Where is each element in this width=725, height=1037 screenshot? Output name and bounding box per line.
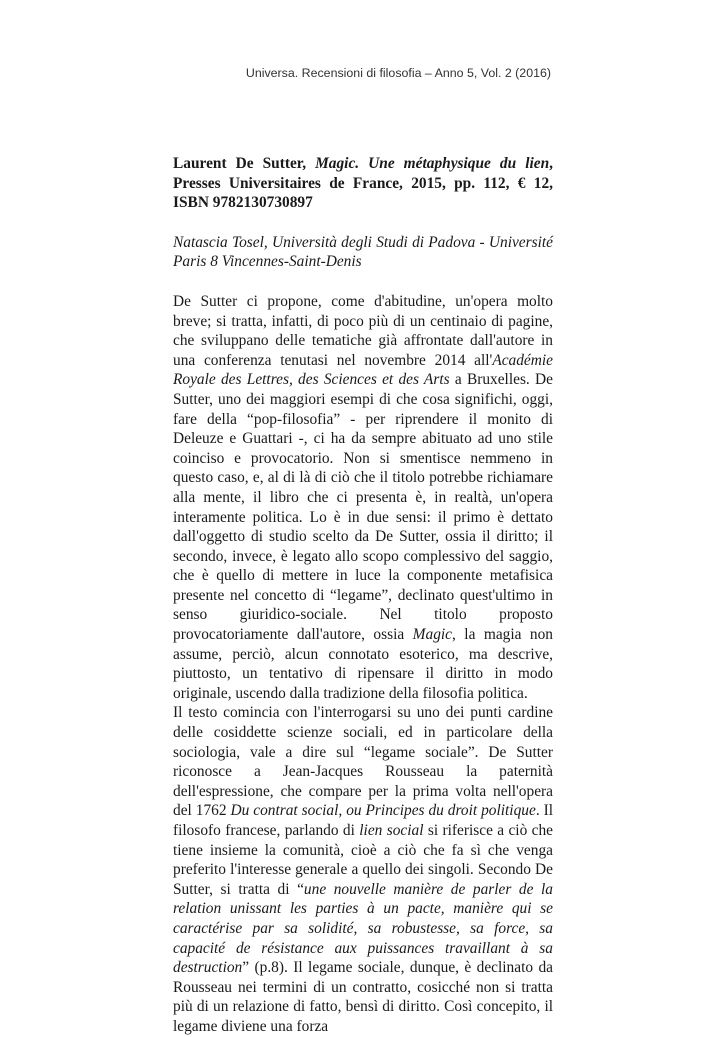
p2-italic-quote: une nouvelle manière de parler de la relation unissant les parties à un pacte, manière qui se caractérise par sa solidité, sa robustesse, sa force, sa capacité de résistance aux puissances travaillant à sa destruction (173, 880, 553, 977)
running-header: Universa. Recensioni di filosofia – Anno 5, Vol. 2 (2016) (245, 66, 551, 80)
p2-italic-lien-social: lien social (359, 822, 424, 839)
review-title (173, 154, 553, 213)
p2-text-a: Il testo comincia con l'interrogarsi su uno dei punti cardine delle cosiddette scienze sociali, ed in particolare della sociologia, vale a dire sul “legame sociale”. De Sutter riconosce a Jean-Jacques Rousseau la paternità dell'espressione, che compare per la prima volta nell'opera del 1762 (173, 704, 553, 820)
review-content (173, 154, 553, 1037)
p2-text-g: ” (p.8). Il legame sociale, dunque, è declinato da Rousseau nei termini di un contratto, cosicché non si tratta più di un relazione di fatto, bensì di diritto. Così concepito, il legame diviene una forza (173, 959, 553, 1035)
reviewer-affiliation: Natascia Tosel, Università degli Studi di Padova - Université Paris 8 Vincennes-Saint-Denis (173, 233, 553, 271)
title-book: Magic. Une métaphysique du lien (315, 155, 550, 172)
paragraph-2 (173, 703, 553, 1036)
title-author: Laurent De Sutter, (173, 155, 316, 172)
p1-text-c: a Bruxelles. De Sutter, uno dei maggiori esempi di che cosa significhi, oggi, fare della “pop-filosofia” - per riprendere il monito di Deleuze e Guattari -, ci ha da sempre abituato ad uno stile coinciso e provocatorio. Non si smentisce nemmeno in questo caso, e, al di là di ciò che il titolo potrebbe richiamare alla mente, il libro che ci presenta è, in realtà, un'opera interamente politica. Lo è in due sensi: il primo è dettato dall'oggetto di studio scelto da De Sutter, ossia il diritto; il secondo, invece, è legato allo scopo complessivo del saggio, che è quello di mettere in luce la componente metafisica presente nel concetto di “legame”, declinato quest'ultimo in senso giuridico-sociale. Nel titolo proposto provocatoriamente dall'autore, ossia (173, 371, 553, 644)
p2-text-e: si riferisce a ciò che tiene insieme la comunità, cioè a ciò che fa sì che venga preferito l'interesse generale a quello dei singoli. Secondo De Sutter, si tratta di “ (173, 822, 553, 898)
p2-text-c: . Il filosofo francese, parlando di (173, 802, 554, 839)
p1-italic-magic: Magic (412, 626, 452, 644)
paragraph-1 (173, 292, 553, 703)
p1-italic-academie: Académie Royale des Lettres, des Sciences et des Arts (173, 351, 553, 389)
p1-text-a: De Sutter ci propone, come d'abitudine, un'opera molto breve; si tratta, infatti, di poco più di un centinaio di pagine, che sviluppano delle tematiche già affrontate dall'autore in una conferenza tenutasi nel novembre 2014 all' (173, 292, 553, 369)
review-body (173, 292, 553, 1037)
title-publication-details: , Presses Universitaires de France, 2015, pp. 112, € 12, ISBN 9782130730897 (173, 155, 554, 212)
p1-text-e: , la magia non assume, perciò, alcun connotato esoterico, ma descrive, piuttosto, un tentativo di ripensare il diritto in modo originale, uscendo dalla tradizione della filosofia politica. (173, 626, 553, 702)
p2-italic-contrat: Du contrat social, ou Principes du droit politique (230, 802, 536, 820)
